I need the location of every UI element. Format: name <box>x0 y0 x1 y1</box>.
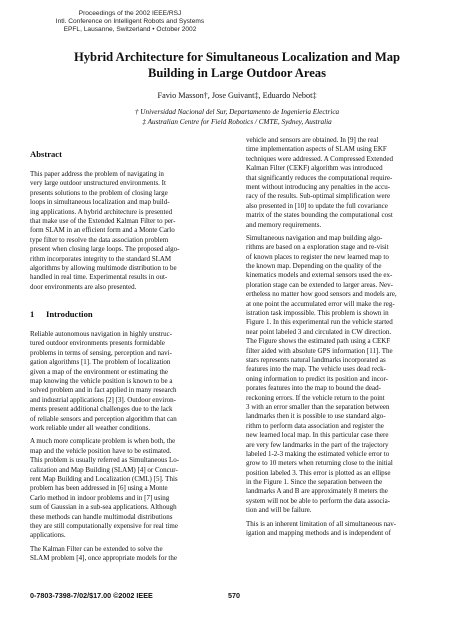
text-line: kinematics models and external sensors used the ex- <box>246 271 393 280</box>
text-line: new learned local map. In this particular case there <box>246 431 389 440</box>
text-line: techniques were addressed. A Compressed Extended <box>246 154 393 163</box>
text-line: in the Figure 1. Since the separation between the <box>246 478 383 487</box>
text-line: form SLAM in an efficient form and a Monte Carlo <box>30 226 175 235</box>
text-line: stars represents natural landmarks incorporated as <box>246 355 386 364</box>
title-line: Building in Large Outdoor Areas <box>148 66 326 80</box>
text-line: sum of Gaussian in a sub-sea applications. Although <box>30 503 177 512</box>
paragraph <box>246 234 454 516</box>
text-line: present when closing large loops. The proposed algo- <box>30 245 180 254</box>
text-line: near point labeled 3 and circulated in CW direction. <box>246 327 392 336</box>
section-number: 1 <box>30 309 35 320</box>
right-column <box>246 136 454 542</box>
text-line: rent Map Building and Localization (CML) [5]. This <box>30 474 178 483</box>
text-line: algorithms by allowing multimode distribution to be <box>30 263 177 272</box>
text-line: filter aided with absolute GPS information [11]. The <box>246 346 393 355</box>
text-line: these methods can handle multimodal distributions <box>30 512 173 521</box>
text-line: time implementation aspects of SLAM using EKF <box>246 145 387 154</box>
text-line: handled in real time. Experimental results in out- <box>30 273 168 282</box>
text-line: This is an inherent limitation of all simultaneous nav- <box>246 519 397 528</box>
text-line: Carlo method in indoor problems and in [7] using <box>30 493 170 502</box>
text-line: A much more complicate problem is when both, the <box>30 437 176 446</box>
text-line: and memory requirements. <box>246 220 322 229</box>
abstract-heading: Abstract <box>30 149 62 159</box>
header-line: Proceedings of the 2002 IEEE/RSJ <box>78 10 182 17</box>
text-line: map and the vehicle position have to be estimated. <box>30 446 172 455</box>
text-line: This problem is usually referred as Simultaneous Lo- <box>30 456 180 465</box>
text-line: Reliable autonomous navigation in highly unstruc- <box>30 330 173 339</box>
text-line: ploration stage can be extended to larger areas. Nev- <box>246 280 393 289</box>
text-line: labeled 1-2-3 making the estimated vehicle error to <box>246 449 390 458</box>
text-line: racy of the results. Sub-optimal simplification were <box>246 192 391 201</box>
text-line: presents solutions to the problem of closing large <box>30 188 168 197</box>
text-line: door environments are also presented. <box>30 282 137 291</box>
text-line: igation and mapping methods and is independent of <box>246 529 391 538</box>
text-line: are very few landmarks in the part of the trajectory <box>246 440 389 449</box>
left-column <box>30 136 236 567</box>
paper-title <box>40 49 434 81</box>
text-line: This paper address the problem of navigating in <box>30 170 164 178</box>
text-line: vehicle and sensors are obtained. In [9] the real <box>246 136 379 144</box>
title-line: Hybrid Architecture for Simultaneous Localization and Map <box>73 50 401 64</box>
paragraph <box>246 136 454 230</box>
text-line: rithm to perform data association and register the <box>246 421 384 430</box>
text-line: gation algorithms [1]. The problem of localization <box>30 358 171 367</box>
paragraph <box>246 520 454 539</box>
text-line: rithms are based on a exploration stage and re-visit <box>246 243 389 252</box>
author-list: Favio Masson†, Jose Guivant‡, Eduardo Nebot‡ <box>157 91 317 100</box>
text-line: also presented in [10] to update the full covariance <box>246 201 388 210</box>
paragraph <box>30 330 236 433</box>
text-line: reckoning errors. If the vehicle return to the point <box>246 393 385 402</box>
text-line: ments present additional challenges due to the lack <box>30 405 173 414</box>
text-line: rithm incorporates integrity to the standard SLAM <box>30 254 172 263</box>
abstract-body <box>30 170 236 292</box>
text-line: and industrial applications [2] [3]. Outdoor environ- <box>30 395 176 404</box>
text-line: Kalman Filter (CEKF) algorithm was introduced <box>246 164 383 173</box>
section-heading <box>30 308 236 320</box>
text-line: istration task impossible. This problem is shown in <box>246 309 389 318</box>
text-line: system will not be able to perform the data associa- <box>246 496 391 505</box>
text-line: type filter to resolve the data association problem <box>30 235 169 244</box>
text-line: matrix of the states bounding the computational cost <box>246 211 393 220</box>
text-line: Figure 1. In this experimental run the vehicle started <box>246 318 393 327</box>
text-line: position labeled 3. This error is plotted as an ellipse <box>246 468 391 477</box>
text-line: they are still computationally expensive for real time <box>30 521 178 530</box>
text-line: solved problem and in fact applied in many research <box>30 386 177 395</box>
text-line: ment without introducing any penalties in the accu- <box>246 182 391 191</box>
text-line: map knowing the vehicle position is known to be a <box>30 377 173 386</box>
text-line: loops in simultaneous localization and map build- <box>30 198 170 207</box>
text-line: SLAM problem [4], once appropriate models for the <box>30 554 177 563</box>
text-line: The Kalman Filter can be extended to solve the <box>30 544 163 553</box>
text-line: porates features into the map to bound the dead- <box>246 384 381 393</box>
paragraph <box>30 437 236 540</box>
affiliations <box>40 107 434 127</box>
header-line: Intl. Conference on Intelligent Robots and Systems <box>55 18 205 25</box>
affiliation-line: † Universidad Nacional del Sur, Departamento de Ingenieria Electrica <box>134 108 340 116</box>
copyright-footer: 0-7803-7398-7/02/$17.00 ©2002 IEEE <box>30 591 153 600</box>
text-line: grow to 10 meters when returning close to the initial <box>246 459 393 468</box>
text-line: Simultaneous navigation and map building algo- <box>246 233 383 242</box>
text-line: ing applications. A hybrid architecture is presented <box>30 207 173 216</box>
text-line: that significantly reduces the computational require- <box>246 173 393 182</box>
text-line: very large outdoor unstructured environments. It <box>30 179 166 188</box>
text-line: of known places to register the new learned map to <box>246 252 389 261</box>
text-line: The Figure shows the estimated path using a CEKF <box>246 337 391 346</box>
text-line: given a map of the environment or estimating the <box>30 367 169 376</box>
affiliation-line: ‡ Australian Centre for Field Robotics / CMTE, Sydney, Australia <box>142 118 332 126</box>
text-line: 3 with an error smaller than the separation between <box>246 402 390 411</box>
text-line: problem has been addressed in [6] using a Monte <box>30 484 168 493</box>
text-line: tion and will be failure. <box>246 506 312 515</box>
text-line: landmarks A and B are approximately 8 meters the <box>246 487 388 496</box>
text-line: calization and Map Building (SLAM) [4] or Concur- <box>30 465 178 474</box>
text-line: applications. <box>30 531 66 540</box>
paragraph <box>30 545 236 564</box>
text-line: work reliable under all weather conditions. <box>30 423 151 432</box>
text-line: of reliable sensors and perception algorithm that can <box>30 414 177 423</box>
text-line: landmarks then it is possible to use standard algo- <box>246 412 386 421</box>
section-title: Introduction <box>46 309 93 320</box>
text-line: that make use of the Extended Kalman Filter to per- <box>30 216 176 225</box>
text-line: problems in terms of sensing, perception and navi- <box>30 348 172 357</box>
text-line: features into the map. The vehicle uses dead reck- <box>246 365 387 374</box>
text-line: oning information to predict its position and incor- <box>246 374 388 383</box>
text-line: ertheless no matter how good sensors and models are, <box>246 290 397 299</box>
page-number: 570 <box>228 591 240 600</box>
text-line: the known map. Depending on the quality of the <box>246 262 382 271</box>
text-line: at one point the accumulated error will make the reg- <box>246 299 395 308</box>
text-line: tured outdoor environments presents formidable <box>30 339 165 348</box>
header-line: EPFL, Lausanne, Switzerland • October 2002 <box>63 26 197 33</box>
proceedings-header <box>30 10 230 34</box>
